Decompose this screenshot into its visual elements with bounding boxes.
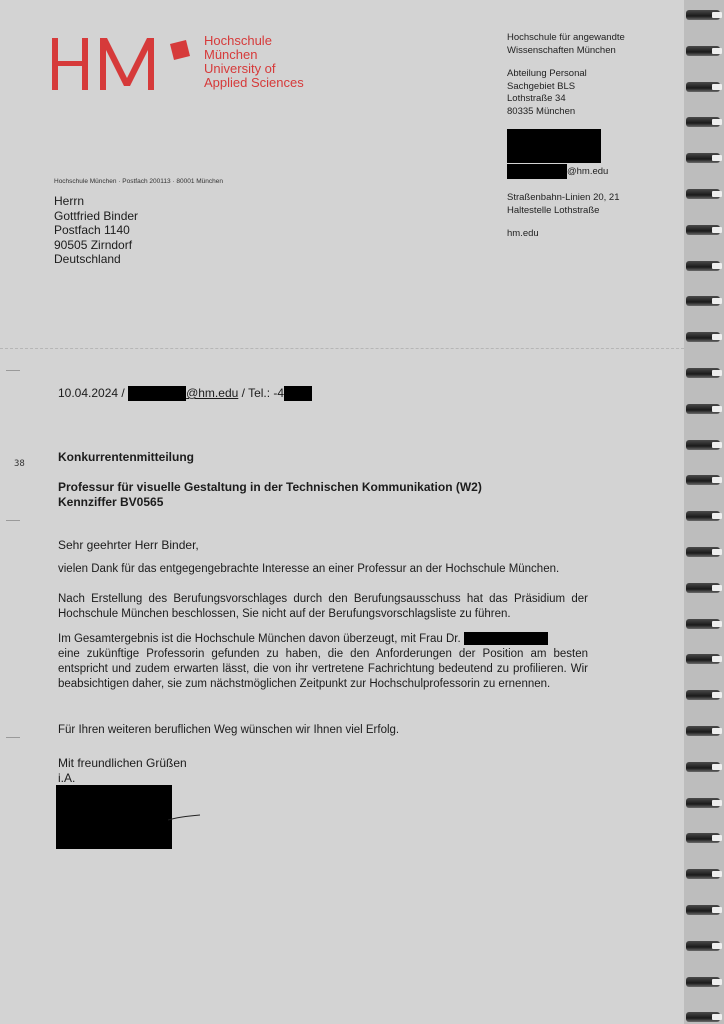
return-address: Hochschule München · Postfach 200113 · 80001 München xyxy=(54,178,223,185)
contact-tel: / Tel.: -4 xyxy=(241,386,285,400)
binding-hole xyxy=(712,871,722,877)
paragraph-wishes: Für Ihren weiteren beruflichen Weg wünschen wir Ihnen viel Erfolg. xyxy=(58,724,400,736)
paragraph-result-lead-text: Im Gesamtergebnis ist die Hochschule München davon überzeugt, mit Frau Dr. xyxy=(58,633,461,645)
sender-transit-line: Straßenbahn-Linien 20, 21 xyxy=(507,192,620,203)
binding-hole xyxy=(712,84,722,90)
logo-line-2: München xyxy=(204,47,258,62)
sender-department-line: Lothstraße 34 xyxy=(507,93,566,104)
logo-diamond-icon xyxy=(166,38,192,64)
binding-hole xyxy=(712,1014,722,1020)
date-line xyxy=(58,386,312,401)
sender-department-line: Abteilung Personal xyxy=(507,68,587,79)
binding-hole xyxy=(712,728,722,734)
binding-hole xyxy=(712,907,722,913)
signature-stroke xyxy=(168,812,202,824)
redaction-block xyxy=(464,632,548,645)
redaction-block xyxy=(284,386,312,401)
binding-hole xyxy=(712,12,722,18)
sender-institution-line: Hochschule für angewandte xyxy=(507,32,625,43)
margin-page-number: 38 xyxy=(14,459,25,469)
binding-hole xyxy=(712,943,722,949)
sender-transit-line: Haltestelle Lothstraße xyxy=(507,204,600,216)
sender-department xyxy=(507,68,587,118)
letter-date: 10.04.2024 / xyxy=(58,386,125,400)
sender-email-line xyxy=(507,164,608,179)
binding-hole xyxy=(712,477,722,483)
binding-hole xyxy=(712,692,722,698)
subject-position: Professur für visuelle Gestaltung in der Technischen Kommunikation (W2) xyxy=(58,480,482,494)
fold-mark xyxy=(6,520,20,521)
logo-line-1: Hochschule xyxy=(204,33,272,48)
recipient-line: Gottfried Binder xyxy=(54,208,139,223)
paragraph-thanks: vielen Dank für das entgegengebrachte Interesse an einer Professur an der Hochschule München. xyxy=(58,563,560,575)
sender-transit xyxy=(507,192,620,217)
binding-hole xyxy=(712,835,722,841)
redaction-block xyxy=(507,129,601,163)
sender-department-line: 80335 München xyxy=(507,105,576,117)
binding-hole xyxy=(712,191,722,197)
logo-wordmark xyxy=(204,34,304,90)
logo-line-4: Applied Sciences xyxy=(204,75,304,90)
binding-hole xyxy=(712,549,722,555)
binding-hole xyxy=(712,979,722,985)
binding-hole xyxy=(712,656,722,662)
paragraph-result: eine zukünftige Professorin gefunden zu haben, die den Anforderungen der Position am besten entspricht und zudem erwarten lässt, die von ihr vertretene Fachrichtung bedeutend zu profilieren. Wir beabsichtigen daher, sie zum nächstmöglichen Zeitpunkt zur Hochschulprofessorin zu ernennen. xyxy=(58,648,588,690)
binding-hole xyxy=(712,48,722,54)
binding-hole xyxy=(712,370,722,376)
contact-email-suffix: @hm.edu xyxy=(186,386,239,400)
subject-title: Konkurrentenmitteilung xyxy=(58,450,195,464)
recipient-address xyxy=(54,194,138,267)
redaction-block xyxy=(128,386,186,401)
signature-redaction xyxy=(56,785,172,849)
fold-mark xyxy=(6,370,20,371)
closing: Mit freundlichen Grüßen xyxy=(58,756,187,770)
logo-line-3: University of xyxy=(204,61,276,76)
recipient-line: 90505 Zirndorf xyxy=(54,237,133,252)
binding-hole xyxy=(712,155,722,161)
spiral-binding xyxy=(684,0,724,1024)
on-behalf-marker: i.A. xyxy=(58,771,76,785)
paragraph-decision: Nach Erstellung des Berufungsvorschlages durch den Berufungsausschuss hat das Präsidium der Hochschule München beschlossen, Sie nicht auf der Berufungsvorschlagsliste zu führen. xyxy=(58,593,588,620)
subject-reference: Kennziffer BV0565 xyxy=(58,495,164,509)
hm-logo-mark xyxy=(52,36,162,92)
paragraph-result-lead xyxy=(58,632,548,647)
hole-mark xyxy=(6,737,20,738)
binding-hole xyxy=(712,442,722,448)
binding-hole xyxy=(712,585,722,591)
binding-hole xyxy=(712,298,722,304)
sender-email-suffix: @hm.edu xyxy=(567,166,609,178)
recipient-line: Herrn xyxy=(54,194,85,208)
recipient-line: Deutschland xyxy=(54,252,121,266)
recipient-line: Postfach 1140 xyxy=(54,223,130,237)
binding-hole xyxy=(712,334,722,340)
sender-web: hm.edu xyxy=(507,228,539,239)
binding-hole xyxy=(712,513,722,519)
sender-institution xyxy=(507,32,625,57)
binding-hole xyxy=(712,119,722,125)
sender-institution-line: Wissenschaften München xyxy=(507,44,616,56)
binding-hole xyxy=(712,800,722,806)
binding-hole xyxy=(712,227,722,233)
salutation: Sehr geehrter Herr Binder, xyxy=(58,538,199,552)
binding-hole xyxy=(712,621,722,627)
fold-line xyxy=(0,348,684,349)
sender-department-line: Sachgebiet BLS xyxy=(507,80,576,92)
binding-hole xyxy=(712,406,722,412)
redaction-block xyxy=(507,164,567,179)
binding-hole xyxy=(712,263,722,269)
binding-hole xyxy=(712,764,722,770)
